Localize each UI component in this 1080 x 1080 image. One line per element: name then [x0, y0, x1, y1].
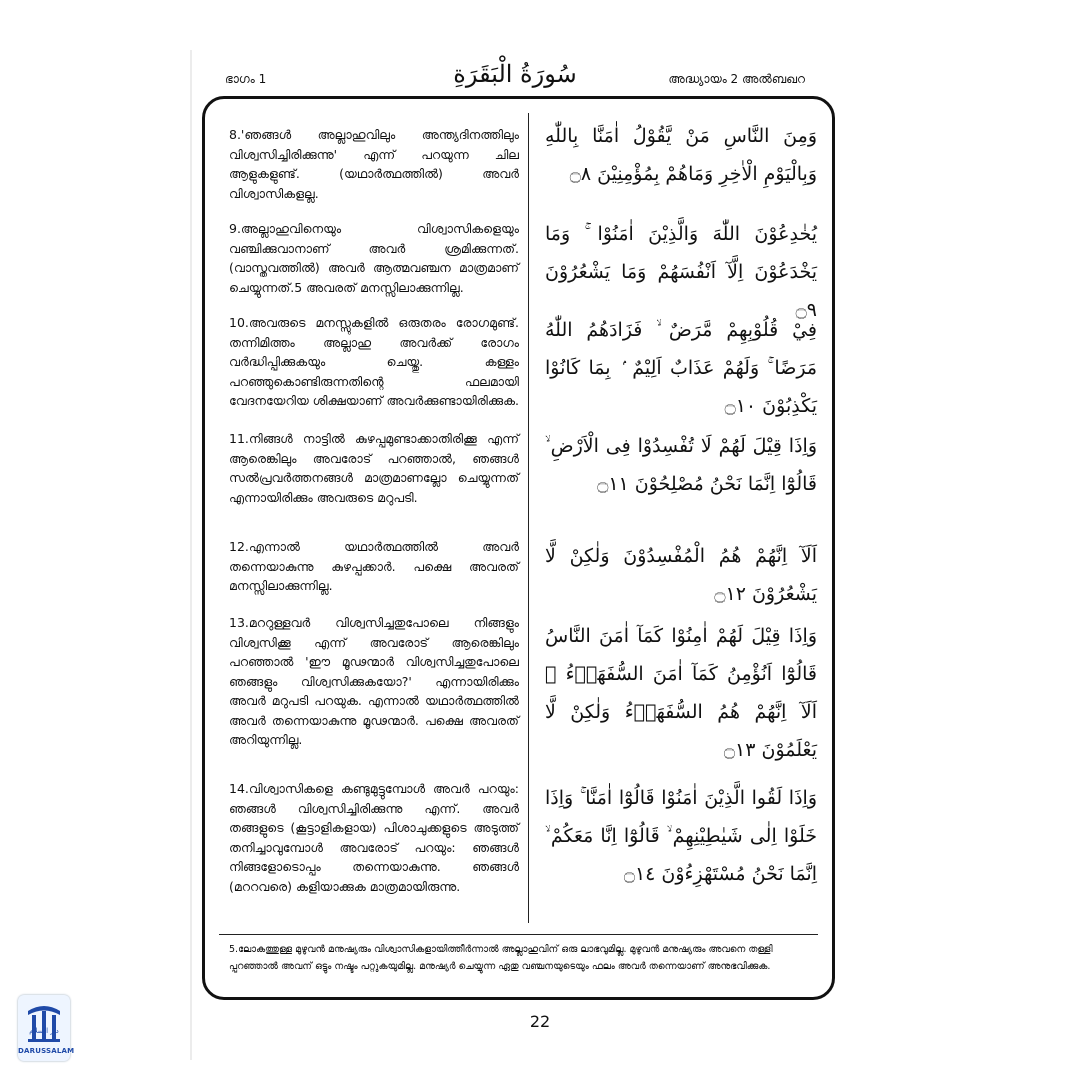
- verse-10-arabic: فِيْ قُلُوْبِهِمْ مَّرَضٌ ۙ فَزَادَهُمُ اللّٰهُ مَرَضًا ۚ وَلَهُمْ عَذَابٌ اَلِيْمٌ ۢ بِمَا كَانُوْا يَكْذِبُوْنَ ۝١٠: [545, 319, 817, 417]
- column-divider: [528, 113, 529, 923]
- footnote-rule: [219, 934, 818, 935]
- chapter-label: അദ്ധ്യായം 2 അൽബഖറ: [668, 72, 805, 86]
- book-on-stand-logo-icon: [18, 995, 70, 1047]
- verse-13-arabic: وَاِذَا قِيْلَ لَهُمْ اٰمِنُوْا كَمَآ اٰمَنَ النَّاسُ قَالُوْٓا اَنُؤْمِنُ كَمَآ اٰمَنَ السُّفَهَاۤءُ ۗ اَلَآ اِنَّهُمْ هُمُ السُّفَهَاۤءُ وَلٰكِنْ لَّا يَعْلَمُوْنَ ۝١٣: [545, 625, 817, 761]
- verse-13-translation: 13.മററുള്ളവർ വിശ്വസിച്ചതുപോലെ നിങ്ങളും വിശ്വസിക്കൂ എന്ന് അവരോട് ആരെങ്കിലും പറഞ്ഞാൽ 'ഈ മൂഢന്മാർ വിശ്വസിച്ചതുപോലെ ഞങ്ങളും വിശ്വസിക്കുകയോ?' എന്നായിരിക്കും അവർ മറുപടി പറയുക. എന്നാൽ യഥാർത്ഥത്തിൽ അവർ തന്നെയാകുന്നു മൂഢന്മാർ. പക്ഷെ അവരത് അറിയുന്നില്ല.: [229, 615, 519, 747]
- page-edge: [190, 50, 192, 1060]
- page-frame: [202, 96, 835, 1000]
- surah-title: سُورَةُ الْبَقَرَةِ: [453, 60, 577, 88]
- verse-9-arabic: يُخٰدِعُوْنَ اللّٰهَ وَالَّذِيْنَ اٰمَنُوْا ۚ وَمَا يَخْدَعُوْنَ اِلَّآ اَنْفُسَهُمْ وَمَا يَشْعُرُوْنَ ۝٩: [545, 223, 817, 321]
- verse-10-translation: 10.അവരുടെ മനസ്സുകളിൽ ഒരുതരം രോഗമുണ്ട്. തന്നിമിത്തം അല്ലാഹു അവർക്ക് രോഗം വർദ്ധിപ്പിക്കുകയും ചെയ്തു. കള്ളം പറഞ്ഞുകൊണ്ടിരുന്നതിന്റെ ഫലമായി വേദനയേറിയ ശിക്ഷയാണ് അവർക്കുണ്ടായിരിക്കുക.: [229, 315, 519, 408]
- verse-12-arabic: اَلَآ اِنَّهُمْ هُمُ الْمُفْسِدُوْنَ وَلٰكِنْ لَّا يَشْعُرُوْنَ ۝١٢: [545, 545, 817, 605]
- verse-11-translation: 11.നിങ്ങൾ നാട്ടിൽ കുഴപ്പമുണ്ടാക്കാതിരിക്കൂ എന്ന് ആരെങ്കിലും അവരോട് പറഞ്ഞാൽ, ഞങ്ങൾ സൽപ്രവർത്തനങ്ങൾ മാത്രമാണല്ലോ ചെയ്യുന്നത് എന്നായിരിക്കും അവരുടെ മറുപടി.: [229, 431, 519, 505]
- verse-8-translation: 8.'ഞങ്ങൾ അല്ലാഹുവിലും അന്ത്യദിനത്തിലും വിശ്വസിച്ചിരിക്കുന്നു' എന്ന് പറയുന്ന ചില ആളുകളുണ്ട്. (യഥാർത്ഥത്തിൽ) അവർ വിശ്വാസികളല്ല.: [229, 127, 519, 201]
- verse-14-translation: 14.വിശ്വാസികളെ കണ്ടുമുട്ടുമ്പോൾ അവർ പറയും: ഞങ്ങൾ വിശ്വസിച്ചിരിക്കുന്നു എന്ന്. അവർ തങ്ങളുടെ (കൂട്ടാളികളായ) പിശാചുക്കളുടെ അടുത്ത് തനിച്ചാവുമ്പോൾ അവരോട് പറയും: ഞങ്ങൾ നിങ്ങളോടൊപ്പം തന്നെയാകുന്നു. ഞങ്ങൾ (മററവരെ) കളിയാക്കുക മാത്രമായിരുന്നു.: [229, 781, 519, 894]
- footnote: 5.ലോകത്തുള്ള മുഴുവൻ മനുഷ്യരും വിശ്വാസികളായിത്തീർന്നാൽ അല്ലാഹുവിന് ഒരു ലാഭവുമില്ല. മുഴുവൻ മനുഷ്യരും അവനെ തള്ളി പ്പറഞ്ഞാൽ അവന് ഒട്ടും നഷ്ടം പറ്റുകയുമില്ല. മനുഷ്യർ ചെയ്യുന്ന ഏതു വഞ്ചനയുടെയും ഫലം അവർ തന്നെയാണ് അനുഭവിക്കുക.: [229, 944, 773, 972]
- page-header: [225, 60, 805, 94]
- logo-arabic-text: دار السلام: [29, 1027, 59, 1035]
- verse-9-translation: 9.അല്ലാഹുവിനെയും വിശ്വാസികളെയും വഞ്ചിക്കുവാനാണ് അവർ ശ്രമിക്കുന്നത്. (വാസ്തവത്തിൽ) അവർ ആത്മവഞ്ചന മാത്രമാണ് ചെയ്യുന്നത്.5 അവരത് മനസ്സിലാക്കുന്നില്ല.: [229, 221, 519, 295]
- verse-8-arabic: وَمِنَ النَّاسِ مَنْ يَّقُوْلُ اٰمَنَّا بِاللّٰهِ وَبِالْيَوْمِ الْاٰخِرِ وَمَاهُمْ بِمُؤْمِنِيْنَ ۝٨: [545, 125, 817, 185]
- publisher-logo: [18, 995, 75, 1061]
- verse-11-arabic: وَاِذَا قِيْلَ لَهُمْ لَا تُفْسِدُوْا فِى الْاَرْضِ ۙ قَالُوْٓا اِنَّمَا نَحْنُ مُصْلِحُوْنَ ۝١١: [545, 435, 817, 495]
- verse-14-arabic: وَاِذَا لَقُوا الَّذِيْنَ اٰمَنُوْا قَالُوْٓا اٰمَنَّا ۚ وَاِذَا خَلَوْا اِلٰى شَيٰطِيْنِهِمْ ۙ قَالُوْٓا اِنَّا مَعَكُمْ ۙ اِنَّمَا نَحْنُ مُسْتَهْزِءُوْنَ ۝١٤: [545, 787, 817, 885]
- part-label: ഭാഗം 1: [225, 72, 267, 86]
- page-number: 22: [529, 1012, 551, 1031]
- logo-label: DARUSSALAM: [18, 1047, 75, 1055]
- verse-12-translation: 12.എന്നാൽ യഥാർത്ഥത്തിൽ അവർ തന്നെയാകുന്നു കുഴപ്പക്കാർ. പക്ഷെ അവരത് മനസ്സിലാക്കുന്നില്ല.: [229, 539, 519, 593]
